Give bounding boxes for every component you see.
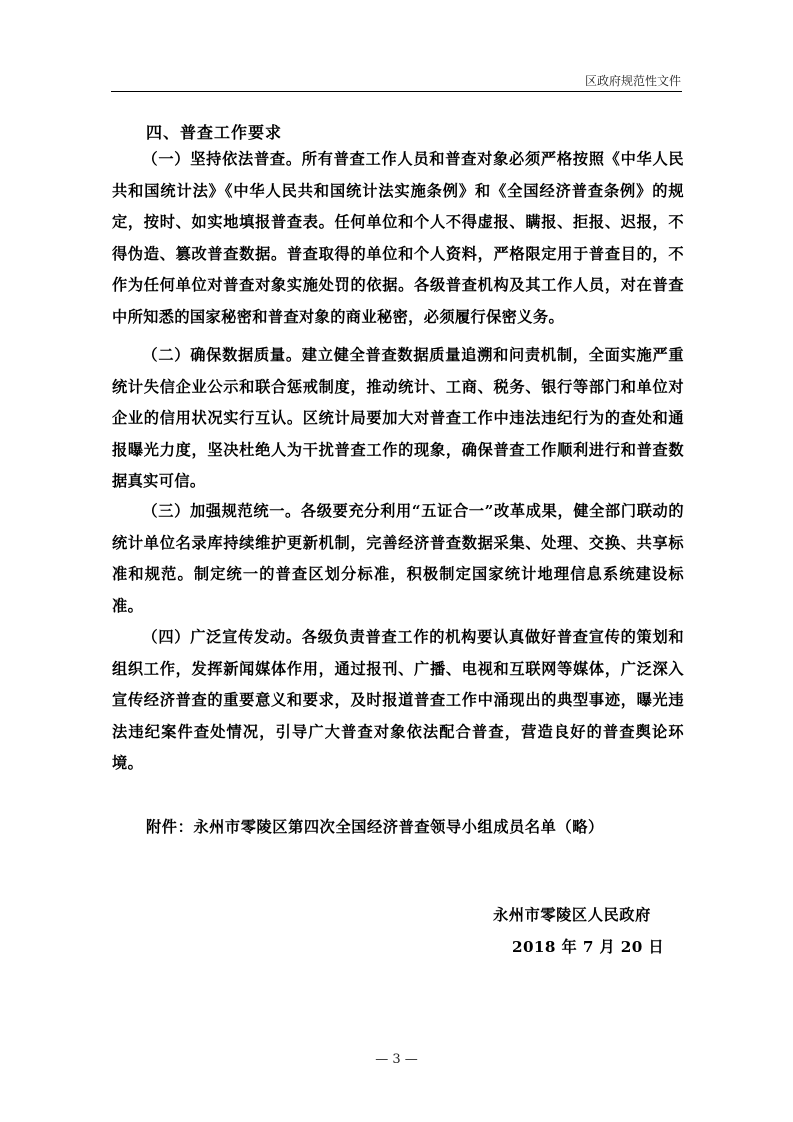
paragraph-legal-census: （一）坚持依法普查。所有普查工作人员和普查对象必须严格按照《中华人民共和国统计法》《中华人民共和国统计法实施条例》和《全国经济普查条例》的规定，按时、如实地填报普查表。任何单位和个人不得虚报、瞒报、拒报、迟报，不得伪造、篡改普查数据。普查取得的单位和个人资料，严格限定用于普查目的，不作为任何单位对普查对象实施处罚的依据。各级普查机构及其工作人员，对在普查中所知悉的国家秘密和普查对象的商业秘密，必须履行保密义务。 [112,150,684,326]
paragraph-standardization: （三）加强规范统一。各级要充分利用“五证合一”改革成果，健全部门联动的统计单位名录库持续维护更新机制，完善经济普查数据采集、处理、交换、共享标准和规范。制定统一的普查区划分标准，积极制定国家统计地理信息系统建设标准。 [112,502,684,615]
document-category-label: 区政府规范性文件 [584,74,681,88]
attachment-note: 附件：永州市零陵区第四次全国经济普查领导小组成员名单（略） [146,818,604,836]
page-number: — 3 — [375,1052,418,1067]
paragraph-publicity: （四）广泛宣传发动。各级负责普查工作的机构要认真做好普查宣传的策划和组织工作，发挥新闻媒体作用，通过报刊、广播、电视和互联网等媒体，广泛深入宣传经济普查的重要意义和要求，及时报道普查工作中涌现出的典型事迹，曝光违法违纪案件查处情况，引导广大普查对象依法配合普查，营造良好的普查舆论环境。 [112,628,684,772]
signing-organization: 永州市零陵区人民政府 [493,906,651,924]
header-divider [111,91,682,92]
section-heading: 四、普查工作要求 [146,123,283,142]
signing-date: 2018 年 7 月 20 日 [512,938,664,956]
paragraph-data-quality: （二）确保数据质量。建立健全普查数据质量追溯和问责机制，全面实施严重统计失信企业公示和联合惩戒制度，推动统计、工商、税务、银行等部门和单位对企业的信用状况实行互认。区统计局要加大对普查工作中违法违纪行为的查处和通报曝光力度，坚决杜绝人为干扰普查工作的现象，确保普查工作顺利进行和普查数据真实可信。 [112,346,684,490]
